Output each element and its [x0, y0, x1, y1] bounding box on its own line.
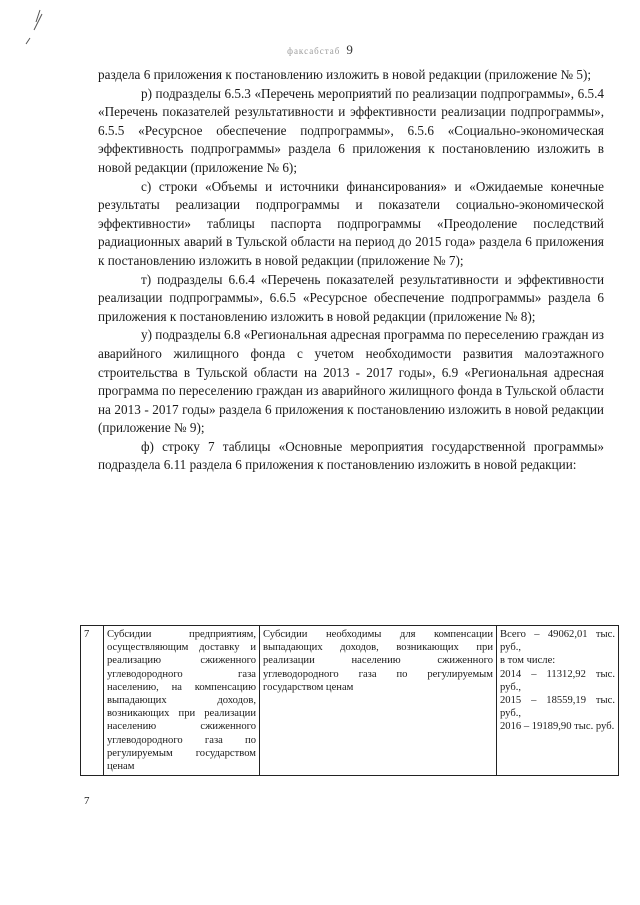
paragraph-continuation: раздела 6 приложения к постановлению изложить в новой редакции (приложение № 5); — [98, 67, 591, 82]
program-table — [80, 625, 619, 776]
paragraph-s: с) строки «Объемы и источники финансирования» и «Ожидаемые конечные результаты реализации подпрограммы и показатели социально-экономической эффективности» таблицы паспорта подпрограммы «Преодоление последствий радиационных аварий в Тульской области на период до 2015 года» раздела 6 приложения к постановлению изложить в новой редакции (приложение № 7); — [98, 178, 604, 268]
financing-2015: 2015 – 18559,19 тыс. руб., — [500, 695, 615, 720]
financing-2016: 2016 – 19189,90 тыс. руб. — [500, 721, 615, 733]
table-row — [81, 626, 619, 776]
document-body — [98, 66, 604, 475]
financing-2014: 2014 – 11312,92 тыс. руб., — [500, 668, 615, 693]
page-header-smudge: факсабстаб — [287, 46, 341, 56]
activity-name-cell: Субсидии предприятиям, осуществляющим доставку и реализацию сжиженного углеводородного газа населению, на компенсацию выпадающих доходов, возникающих при реализации населению сжиженного углеводородного газа по регулируемым государством ценам — [104, 626, 260, 776]
paragraph-u: у) подразделы 6.8 «Региональная адресная программа по переселению граждан из аварийного жилищного фонда с учетом необходимости развития малоэтажного строительства в Тульской области на 2013 - 2017 годы», 6.9 «Региональная адресная программа по переселению граждан из аварийного жилищного фонда в Тульской области на 2013 - 2017 годы» раздела 6 приложения к постановлению изложить в новой редакции (приложение № 9); — [98, 327, 604, 436]
justification-cell: Субсидии необходимы для компенсации выпадающих доходов, возникающих при реализации населению сжиженного углеводородного газа по регулируемым государством ценам — [260, 626, 497, 776]
financing-including: в том числе: — [500, 655, 556, 667]
paragraph-t: т) подразделы 6.6.4 «Перечень показателей результативности и эффективности реализации подпрограммы», 6.6.5 «Ресурсное обеспечение подпрограммы» раздела 6 приложения к постановлению изложить в новой редакции (приложение № 8); — [98, 271, 604, 324]
paragraph-f: ф) строку 7 таблицы «Основные мероприятия государственной программы» подраздела 6.11 раздела 6 приложения к постановлению изложить в новой редакции: — [98, 438, 604, 473]
financing-cell — [497, 626, 619, 776]
financing-total: Всего – 49062,01 тыс. руб., — [500, 629, 615, 654]
paragraph-r: р) подразделы 6.5.3 «Перечень мероприятий по реализации подпрограммы», 6.5.4 «Перечень показателей результативности и эффективности реализации подпрограммы», 6.5.5 «Ресурсное обеспечение подпрограммы», 6.5.6 «Социально-экономическая эффективность подпрограммы» раздела 6 приложения к постановлению изложить в новой редакции (приложение № 6); — [98, 85, 604, 175]
page-number — [0, 42, 640, 58]
row-number-cell: 7 — [81, 626, 104, 776]
page-number-value: 9 — [346, 42, 353, 57]
row-number-outside: 7 — [84, 795, 90, 807]
